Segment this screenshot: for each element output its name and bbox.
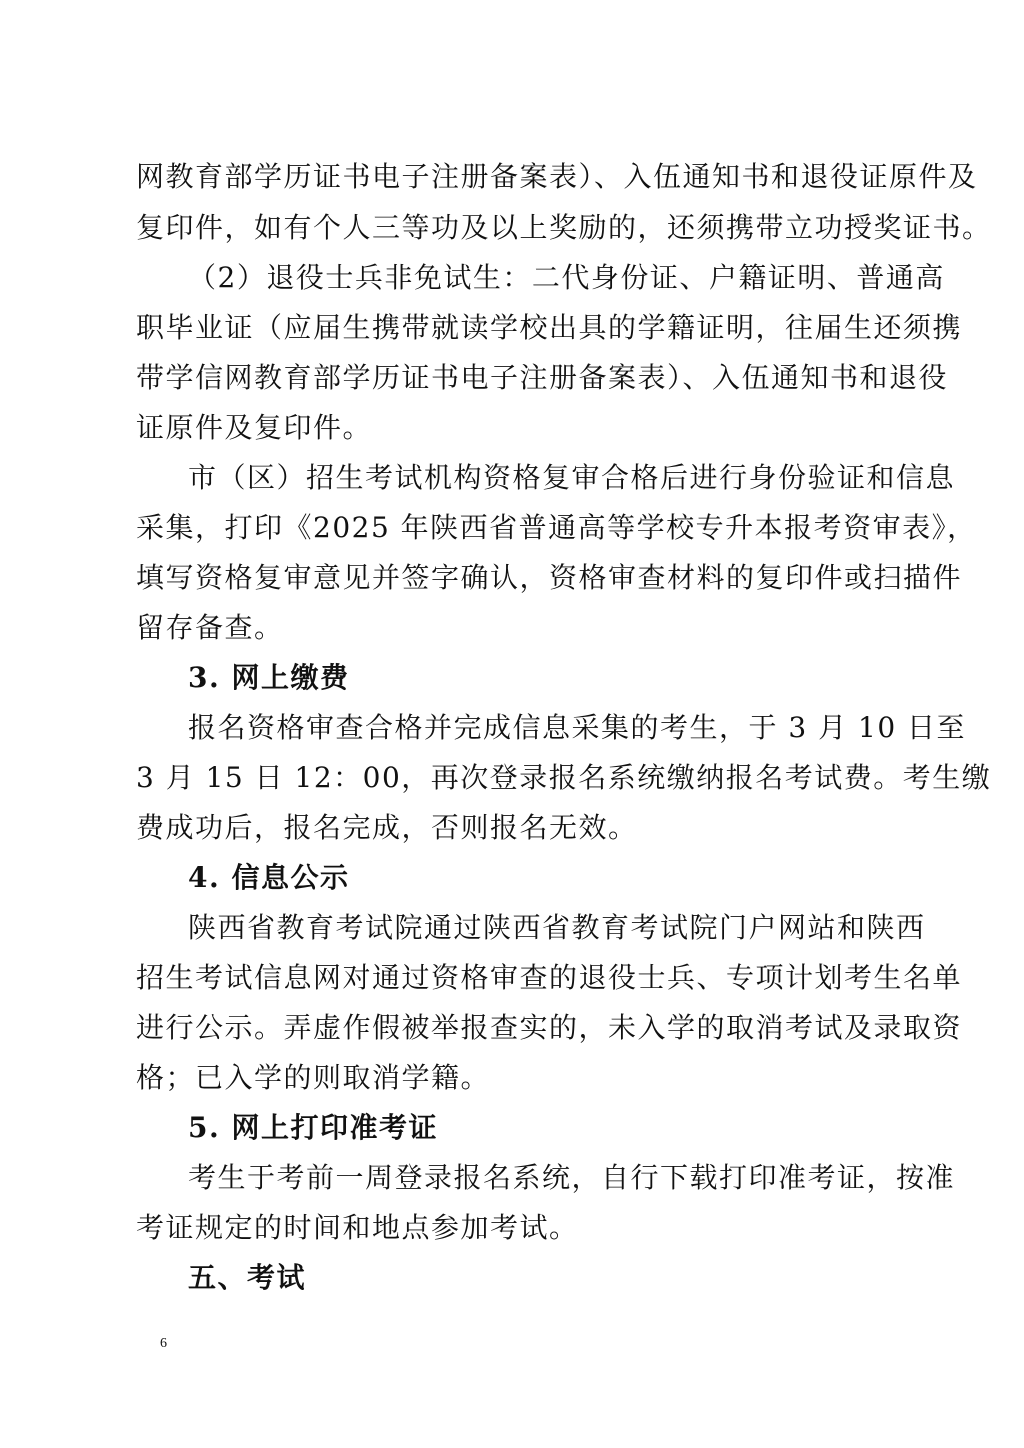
body-text-line: 费成功后，报名完成，否则报名无效。 [136, 811, 638, 844]
body-text-line: 陕西省教育考试院通过陕西省教育考试院门户网站和陕西 [188, 911, 926, 944]
body-text-line: 留存备查。 [136, 611, 284, 644]
body-text-line: 填写资格复审意见并签字确认，资格审查材料的复印件或扫描件 [136, 561, 963, 594]
body-text-line: 格；已入学的则取消学籍。 [136, 1061, 491, 1094]
body-text-line: 市（区）招生考试机构资格复审合格后进行身份验证和信息 [188, 461, 956, 494]
page-number: 6 [160, 1336, 167, 1351]
body-text-line: 考证规定的时间和地点参加考试。 [136, 1211, 579, 1244]
body-text-line: 报名资格审查合格并完成信息采集的考生，于 3 月 10 日至 [188, 711, 967, 744]
section-heading: 3. 网上缴费 [188, 661, 350, 694]
body-text-line: 证原件及复印件。 [136, 411, 373, 444]
body-text-line: 网教育部学历证书电子注册备案表）、入伍通知书和退役证原件及 [136, 160, 978, 193]
body-text-line: 3 月 15 日 12：00，再次登录报名系统缴纳报名考试费。考生缴 [136, 761, 992, 794]
section-heading: 4. 信息公示 [188, 861, 350, 894]
body-text-line: 采集，打印《2025 年陕西省普通高等学校专升本报考资审表》， [136, 511, 977, 544]
body-text-line: 带学信网教育部学历证书电子注册备案表）、入伍通知书和退役 [136, 361, 949, 394]
body-text-line: 进行公示。弄虚作假被举报查实的，未入学的取消考试及录取资 [136, 1011, 963, 1044]
chapter-heading: 五、考试 [188, 1261, 307, 1294]
body-text-line: 招生考试信息网对通过资格审查的退役士兵、专项计划考生名单 [136, 961, 963, 994]
body-text-line: 复印件，如有个人三等功及以上奖励的，还须携带立功授奖证书。 [136, 211, 992, 244]
body-text-line: 考生于考前一周登录报名系统，自行下载打印准考证，按准 [188, 1161, 956, 1194]
body-text-line: 职毕业证（应届生携带就读学校出具的学籍证明，往届生还须携 [136, 311, 963, 344]
body-text-line: （2）退役士兵非免试生：二代身份证、户籍证明、普通高 [188, 261, 945, 294]
section-heading: 5. 网上打印准考证 [188, 1111, 438, 1144]
